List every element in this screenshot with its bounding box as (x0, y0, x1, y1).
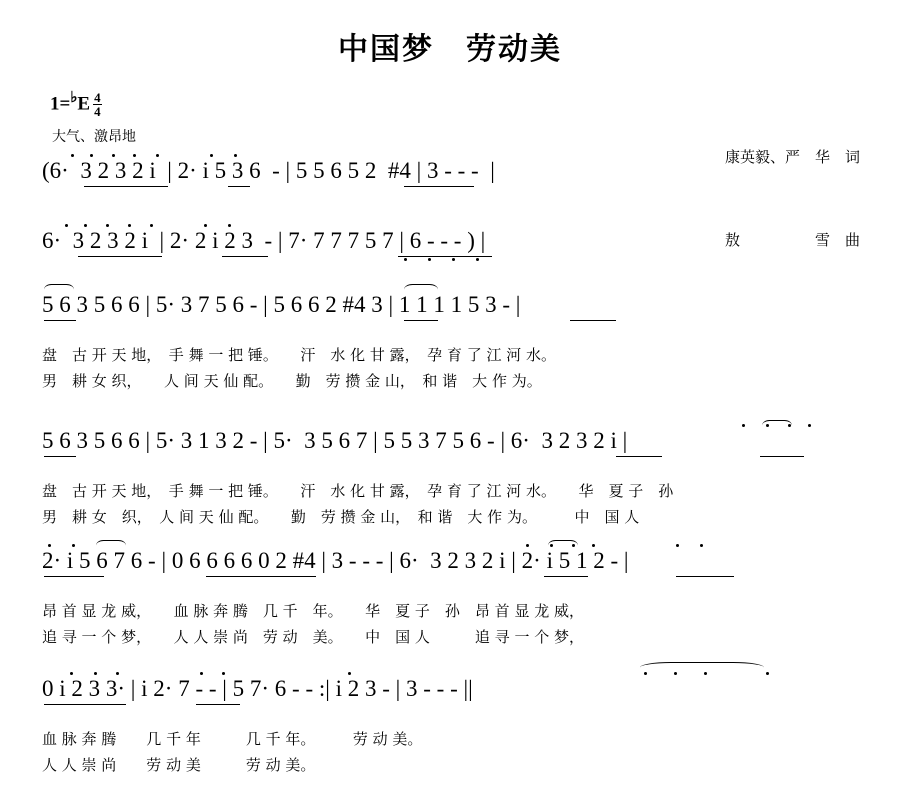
octave-dot (150, 224, 153, 227)
octave-dot-low (452, 258, 455, 261)
beam (760, 456, 804, 457)
beam (228, 186, 250, 187)
octave-dot (808, 424, 811, 427)
slur (96, 540, 126, 551)
octave-dot (676, 544, 679, 547)
slur (404, 284, 438, 295)
lyric-line-1: 血 脉 奔 腾 几 千 年 几 千 年。 劳 动 美。 (42, 730, 423, 748)
octave-dot (71, 154, 74, 157)
credit-lyricist: 康英毅、严 华 词 (724, 147, 860, 166)
lyric-line-2: 男 耕 女 织， 人 间 天 仙 配。 勤 劳 攒 金 山， 和 谐 大 作 为。 中 国 人 (42, 508, 640, 526)
octave-dot (592, 544, 595, 547)
tempo-marking: 大气、激昂地 (52, 129, 136, 145)
music-system-1 (0, 158, 900, 208)
notation-line: 2· i 5 6 7 6 - | 0 6 6 6 6 0 2 #4 | 3 - - - | 6· 3 2 3 2 i | 2· i 5 1 2 - | (42, 548, 629, 573)
slur (44, 284, 74, 295)
octave-dot (84, 224, 87, 227)
octave-dot (704, 672, 707, 675)
octave-dot (48, 544, 51, 547)
octave-dot (90, 154, 93, 157)
octave-dot (204, 224, 207, 227)
beam (44, 320, 76, 321)
beam (44, 576, 104, 577)
octave-dot (70, 672, 73, 675)
octave-dot (116, 672, 119, 675)
beam (78, 256, 162, 257)
lyric-line-1: 盘 古 开 天 地， 手 舞 一 把 锤。 汗 水 化 甘 露， 孕 育 了 江 河 水。 (42, 346, 557, 364)
lyric-line-2: 男 耕 女 织， 人 间 天 仙 配。 勤 劳 攒 金 山， 和 谐 大 作 为。 (42, 372, 542, 390)
octave-dot (788, 424, 791, 427)
beam (616, 456, 662, 457)
octave-dot (572, 544, 575, 547)
beam (44, 704, 126, 705)
octave-dot-low (404, 258, 407, 261)
beam (570, 320, 616, 321)
octave-dot (348, 672, 351, 675)
octave-dot (65, 224, 68, 227)
music-system-3 (0, 292, 900, 392)
slur (640, 662, 764, 673)
octave-dot (700, 544, 703, 547)
beam (206, 576, 316, 577)
beam (44, 456, 76, 457)
music-system-5 (0, 548, 900, 648)
music-system-4 (0, 428, 900, 528)
octave-dot (94, 672, 97, 675)
octave-dot (234, 154, 237, 157)
lyric-line-2: 人 人 崇 尚 劳 动 美 劳 动 美。 (42, 756, 316, 774)
octave-dot (210, 154, 213, 157)
notation-line: 5 6 3 5 6 6 | 5· 3 1 3 2 - | 5· 3 5 6 7 | 5 5 3 7 5 6 - | 6· 3 2 3 2 i | (42, 428, 628, 453)
flat-symbol: ♭ (70, 90, 78, 106)
beam (84, 186, 168, 187)
meter-numerator: 4 (94, 90, 101, 106)
octave-dot (156, 154, 159, 157)
beam (404, 320, 438, 321)
beam (222, 256, 268, 257)
octave-dot (766, 424, 769, 427)
notation-line: 5 6 3 5 6 6 | 5· 3 7 5 6 - | 5 6 6 2 #4 3 | 1 1 1 1 5 3 - | (42, 292, 521, 317)
octave-dot (742, 424, 745, 427)
time-signature (93, 91, 102, 119)
lyric-line-2: 追 寻 一 个 梦， 人 人 崇 尚 劳 动 美。 中 国 人 追 寻 一 个 梦， (42, 628, 584, 646)
octave-dot (133, 154, 136, 157)
credit-composer: 敖 雪 曲 (724, 230, 860, 249)
music-system-6 (0, 676, 900, 776)
beam (404, 186, 474, 187)
music-system-2 (0, 228, 900, 278)
octave-dot-low (428, 258, 431, 261)
notation-line: 6· 3 2 3 2 i | 2· 2 i 2 3 - | 7· 7 7 7 5 7 | 6 - - - ) | (42, 228, 486, 253)
key-letter: E (77, 93, 91, 115)
notation-line: 0 i 2 3 3· | i 2· 7 - - | 5 7· 6 - - :| i 2 3 - | 3 - - - || (42, 676, 473, 701)
octave-dot (526, 544, 529, 547)
lyric-line-1: 盘 古 开 天 地， 手 舞 一 把 锤。 汗 水 化 甘 露， 孕 育 了 江 河 水。 华 夏 子 孙 (42, 482, 674, 500)
octave-dot (550, 544, 553, 547)
octave-dot (106, 224, 109, 227)
key-prefix: 1= (50, 93, 71, 115)
octave-dot (112, 154, 115, 157)
octave-dot (674, 672, 677, 675)
octave-dot-low (476, 258, 479, 261)
octave-dot (72, 544, 75, 547)
beam (544, 576, 588, 577)
lyric-line-1: 昂 首 显 龙 威， 血 脉 奔 腾 几 千 年。 华 夏 子 孙 昂 首 显 龙 威， (42, 602, 584, 620)
key-signature (50, 88, 102, 119)
beam (398, 256, 492, 257)
octave-dot (222, 672, 225, 675)
octave-dot (766, 672, 769, 675)
beam (196, 704, 240, 705)
page-title: 中国梦 劳动美 (338, 32, 562, 67)
beam (676, 576, 734, 577)
meter-denominator: 4 (94, 104, 101, 120)
notation-line: (6· 3 2 3 2 i | 2· i 5 3 6 - | 5 5 6 5 2 #4 | 3 - - - | (42, 158, 495, 183)
octave-dot (128, 224, 131, 227)
octave-dot (200, 672, 203, 675)
octave-dot (228, 224, 231, 227)
octave-dot (644, 672, 647, 675)
